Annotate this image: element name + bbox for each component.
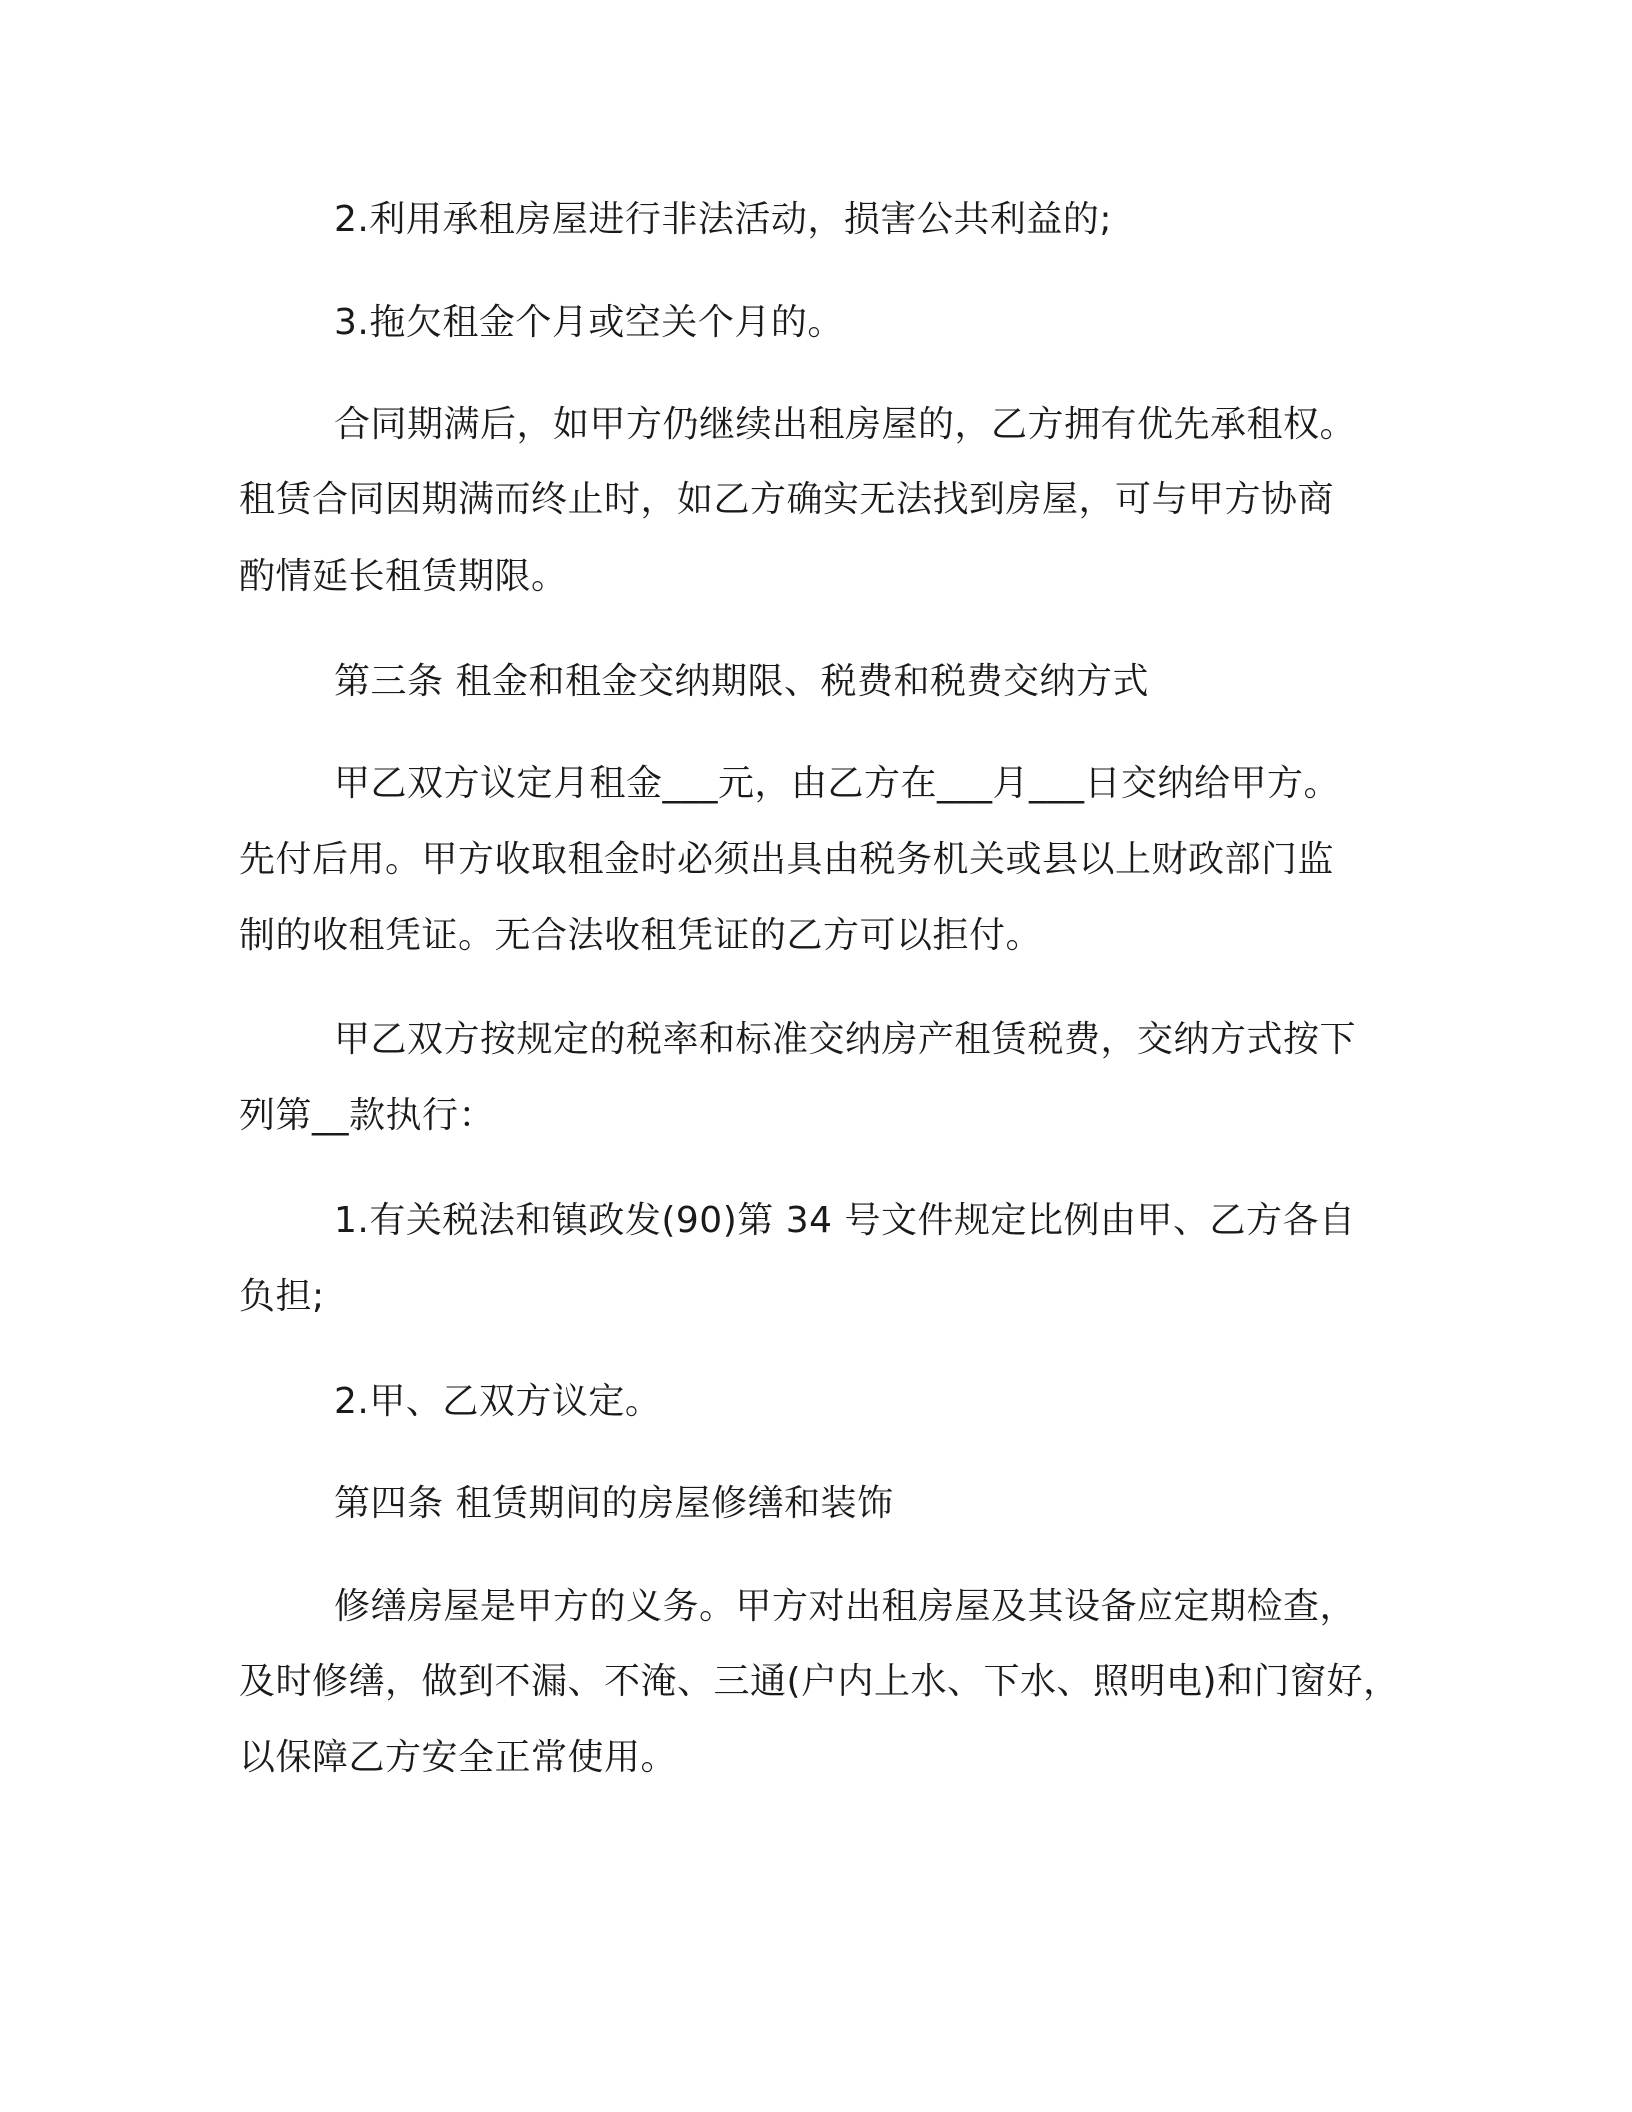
- article-3-heading: 第三条 租金和租金交纳期限、税费和税费交纳方式: [334, 661, 1149, 702]
- tax-option-1-line-1: 1.有关税法和镇政发(90)第 34 号文件规定比例由甲、乙方各自: [334, 1200, 1356, 1241]
- paragraph-renewal-line-2: 租赁合同因期满而终止时，如乙方确实无法找到房屋，可与甲方协商: [239, 479, 1335, 520]
- paragraph-rent-line-1: 甲乙双方议定月租金___元，由乙方在___月___日交纳给甲方。: [334, 763, 1341, 804]
- paragraph-renewal-line-3: 酌情延长租赁期限。: [239, 556, 568, 597]
- paragraph-tax-line-2: 列第__款执行：: [239, 1095, 496, 1136]
- paragraph-repair-line-2: 及时修缮，做到不漏、不淹、三通(户内上水、下水、照明电)和门窗好，: [239, 1661, 1400, 1702]
- article-4-heading: 第四条 租赁期间的房屋修缮和装饰: [334, 1483, 894, 1524]
- clause-item-2-violation: 2.利用承租房屋进行非法活动，损害公共利益的;: [334, 199, 1112, 240]
- clause-item-3-arrears: 3.拖欠租金个月或空关个月的。: [334, 302, 844, 343]
- tax-option-1-line-2: 负担;: [239, 1276, 325, 1317]
- paragraph-renewal-line-1: 合同期满后，如甲方仍继续出租房屋的，乙方拥有优先承租权。: [334, 404, 1357, 445]
- paragraph-repair-line-1: 修缮房屋是甲方的义务。甲方对出租房屋及其设备应定期检查，: [334, 1586, 1357, 1627]
- tax-option-2: 2.甲、乙双方议定。: [334, 1381, 662, 1422]
- paragraph-rent-line-3: 制的收租凭证。无合法收租凭证的乙方可以拒付。: [239, 915, 1043, 956]
- paragraph-tax-line-1: 甲乙双方按规定的税率和标准交纳房产租赁税费，交纳方式按下: [334, 1019, 1357, 1060]
- paragraph-rent-line-2: 先付后用。甲方收取租金时必须出具由税务机关或县以上财政部门监: [239, 839, 1335, 880]
- paragraph-repair-line-3: 以保障乙方安全正常使用。: [239, 1737, 678, 1778]
